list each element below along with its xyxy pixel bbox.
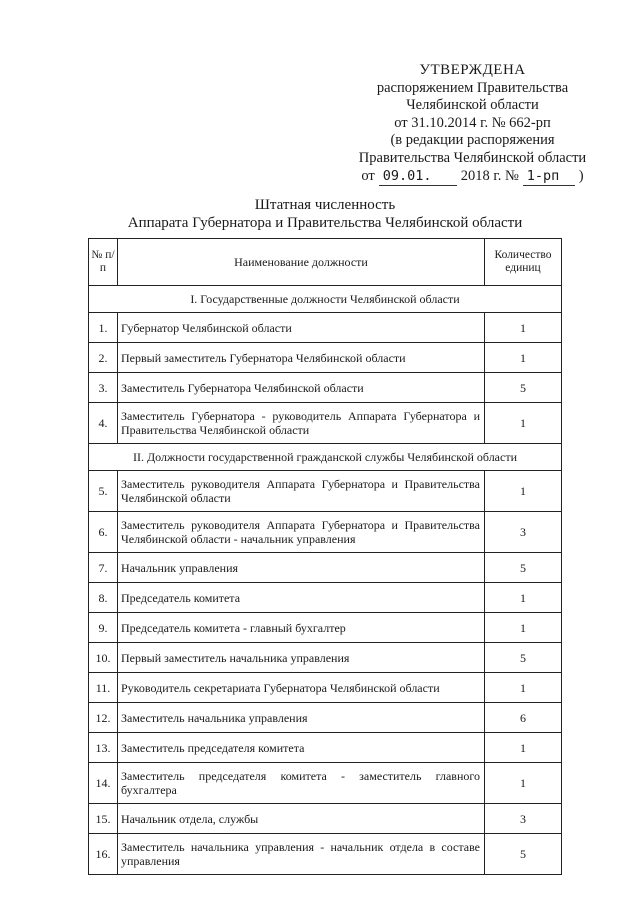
approval-line: Челябинской области [406,97,539,114]
row-name: Заместитель начальника управления - начальник отдела в составе управления [118,834,485,875]
row-name: Губернатор Челябинской области [118,313,485,343]
row-num: 13. [89,733,118,763]
table-row [89,512,562,553]
table-row [89,763,562,804]
row-qty: 1 [485,733,562,763]
row-qty: 3 [485,804,562,834]
table-row [89,643,562,673]
document-heading [90,196,560,232]
row-qty: 1 [485,673,562,703]
row-qty: 3 [485,512,562,553]
header-qty: Количество единиц [485,239,562,286]
row-qty: 1 [485,343,562,373]
row-qty: 1 [485,763,562,804]
sig-number: 1-рп [523,168,575,187]
row-name: Заместитель руководителя Аппарата Губернатора и Правительства Челябинской области - начальник управления [118,512,485,553]
heading-line-1: Штатная численность [254,197,396,213]
row-num: 12. [89,703,118,733]
approval-line: от 31.10.2014 г. № 662-рп [394,114,551,131]
row-num: 6. [89,512,118,553]
row-name: Заместитель начальника управления [118,703,485,733]
row-name: Заместитель председателя комитета - заместитель главного бухгалтера [118,763,485,804]
row-qty: 6 [485,703,562,733]
row-qty: 1 [485,313,562,343]
row-num: 3. [89,373,118,403]
table-row [89,403,562,444]
row-qty: 1 [485,471,562,512]
row-num: 14. [89,763,118,804]
row-name: Первый заместитель Губернатора Челябинской области [118,343,485,373]
row-num: 15. [89,804,118,834]
row-num: 11. [89,673,118,703]
row-num: 16. [89,834,118,875]
section-row [89,444,562,471]
table-row [89,583,562,613]
table-row [89,553,562,583]
row-qty: 1 [485,583,562,613]
row-name: Руководитель секретариата Губернатора Челябинской области [118,673,485,703]
table-row [89,613,562,643]
row-name: Заместитель председателя комитета [118,733,485,763]
header-name: Наименование должности [118,239,485,286]
sig-year: 2018 г. № [460,167,519,184]
approval-line: распоряжением Правительства [376,79,569,96]
header-num: № п/п [89,239,118,286]
sig-date: 09.01. [379,168,457,187]
row-qty: 5 [485,643,562,673]
table-row [89,733,562,763]
row-name: Председатель комитета [118,583,485,613]
row-name: Первый заместитель начальника управления [118,643,485,673]
approval-block [330,62,615,186]
row-name: Начальник отдела, службы [118,804,485,834]
row-num: 5. [89,471,118,512]
row-qty: 5 [485,553,562,583]
heading-line-2: Аппарата Губернатора и Правительства Челябинской области [127,215,523,231]
row-name: Заместитель руководителя Аппарата Губернатора и Правительства Челябинской области [118,471,485,512]
sig-suffix: ) [578,167,584,184]
row-qty: 1 [485,403,562,444]
row-num: 10. [89,643,118,673]
table-row [89,703,562,733]
row-num: 7. [89,553,118,583]
section-title: II. Должности государственной гражданской службы Челябинской области [89,444,562,471]
row-num: 2. [89,343,118,373]
approval-title: УТВЕРЖДЕНА [419,62,526,78]
table-row [89,804,562,834]
row-qty: 5 [485,834,562,875]
row-name: Председатель комитета - главный бухгалтер [118,613,485,643]
table-row [89,343,562,373]
table-row [89,673,562,703]
table-row [89,834,562,875]
approval-line: Правительства Челябинской области [358,149,587,166]
row-num: 8. [89,583,118,613]
row-name: Заместитель Губернатора Челябинской области [118,373,485,403]
approval-line: (в редакции распоряжения [390,132,555,149]
table-header-row [89,239,562,286]
row-name: Начальник управления [118,553,485,583]
signature-line [330,168,615,187]
staff-table [88,238,562,875]
row-qty: 5 [485,373,562,403]
table-row [89,313,562,343]
row-num: 9. [89,613,118,643]
row-num: 1. [89,313,118,343]
table-row [89,471,562,512]
sig-prefix: от [361,167,375,184]
section-row [89,286,562,313]
section-title: I. Государственные должности Челябинской области [89,286,562,313]
row-qty: 1 [485,613,562,643]
table-row [89,373,562,403]
row-num: 4. [89,403,118,444]
row-name: Заместитель Губернатора - руководитель Аппарата Губернатора и Правительства Челябинской области [118,403,485,444]
